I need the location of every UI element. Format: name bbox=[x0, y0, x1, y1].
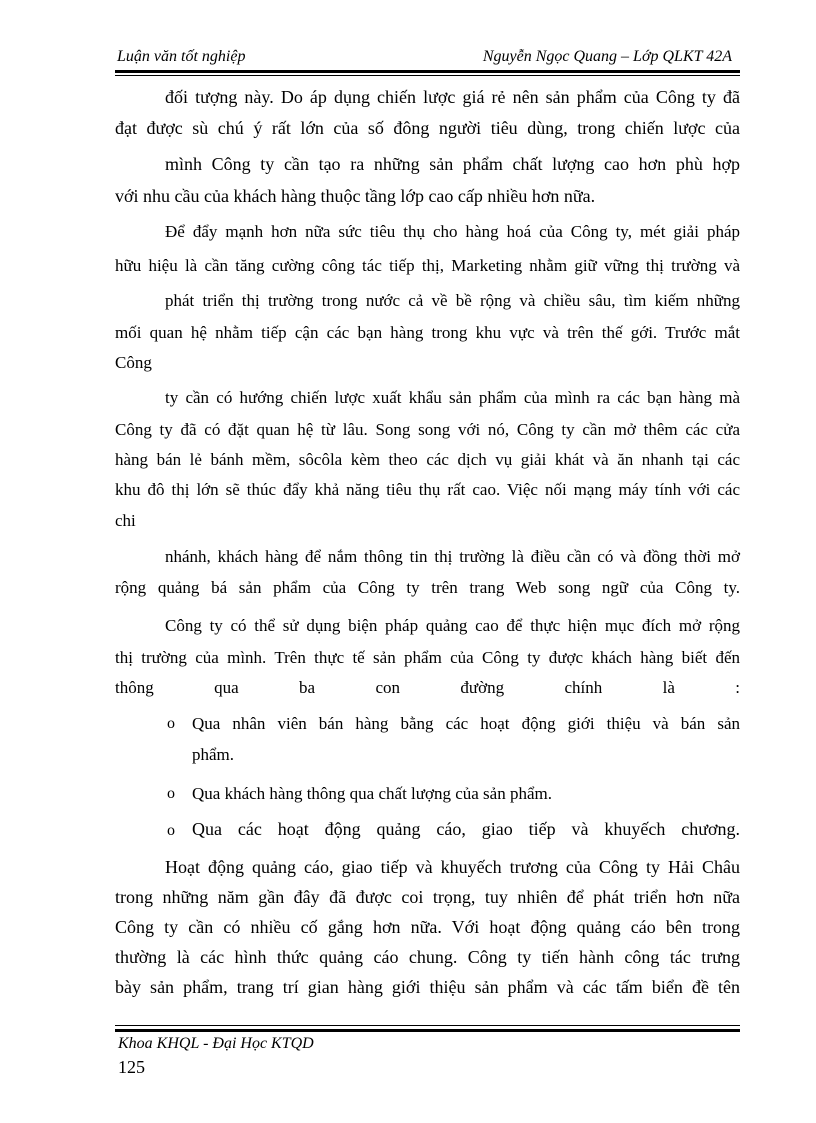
text-line: ty cần có hướng chiến lược xuất khẩu sản phẩm của mình ra các bạn hàng mà bbox=[165, 388, 740, 407]
list-item: Qua nhân viên bán hàng bằng các hoạt động giới thiệu và bán sản bbox=[192, 714, 740, 733]
text-line: Để đẩy mạnh hơn nữa sức tiêu thụ cho hàng hoá của Công ty, mét giải pháp bbox=[165, 222, 740, 241]
header-right: Nguyễn Ngọc Quang – Lớp QLKT 42A bbox=[482, 48, 732, 65]
text-line: hàng bán lẻ bánh mềm, sôcôla kèm theo các dịch vụ giải khát và ăn nhanh tại các bbox=[115, 450, 740, 469]
text-line: mình Công ty cần tạo ra những sản phẩm chất lượng cao hơn phù hợp bbox=[165, 154, 740, 174]
text-line: đối tượng này. Do áp dụng chiến lược giá rẻ nên sản phẩm của Công ty đã bbox=[165, 87, 740, 107]
footer-rule-thin bbox=[115, 1025, 740, 1026]
text-line: bày sản phẩm, trang trí gian hàng giới thiệu sản phẩm và các tấm biển đề tên bbox=[115, 977, 740, 997]
text-line: hữu hiệu là cần tăng cường công tác tiếp thị, Marketing nhằm giữ vững thị trường và bbox=[115, 256, 740, 275]
header-rule-thick bbox=[115, 70, 740, 73]
text-line: rộng quảng bá sản phẩm của Công ty trên trang Web song ngữ của Công ty. bbox=[115, 578, 740, 597]
text-line: đạt được sù chú ý rất lớn của số đông người tiêu dùng, trong chiến lược của bbox=[115, 118, 740, 138]
text-line: trong những năm gần đây đã được coi trọng, tuy nhiên để phát triển hơn nữa bbox=[115, 887, 740, 907]
text-line: khu đô thị lớn sẽ thúc đẩy khả năng tiêu thụ rất cao. Việc nối mạng máy tính với các bbox=[115, 480, 740, 499]
text-line: thị trường của mình. Trên thực tế sản phẩm của Công ty được khách hàng biết đến bbox=[115, 648, 740, 667]
text-line: phát triển thị trường trong nước cả về bề rộng và chiều sâu, tìm kiếm những bbox=[165, 291, 740, 310]
text-line: Hoạt động quảng cáo, giao tiếp và khuyếch trương của Công ty Hải Châu bbox=[165, 857, 740, 877]
header-rule-thin bbox=[115, 75, 740, 76]
text-line: thường là các hình thức quảng cáo chung. Công ty tiến hành công tác trưng bbox=[115, 947, 740, 967]
bullet-circle-icon: o bbox=[167, 785, 175, 802]
text-line: Công ty có thể sử dụng biện pháp quảng cao để thực hiện mục đích mở rộng bbox=[165, 616, 740, 635]
text-line: Công ty cần có nhiều cố gắng hơn nữa. Với hoạt động quảng cáo bên trong bbox=[115, 917, 740, 937]
text-line: Công ty đã có đặt quan hệ từ lâu. Song song với nó, Công ty cần mở thêm các cửa bbox=[115, 420, 740, 439]
page-number: 125 bbox=[118, 1057, 145, 1077]
text-line: mối quan hệ nhằm tiếp cận các bạn hàng trong khu vực và trên thế gới. Trước mắt bbox=[115, 323, 740, 342]
header-left: Luận văn tốt nghiệp bbox=[117, 48, 246, 65]
footer-text: Khoa KHQL - Đại Học KTQD bbox=[118, 1035, 314, 1052]
text-line: Công bbox=[115, 353, 152, 372]
bullet-circle-icon: o bbox=[167, 715, 175, 732]
text-line: nhánh, khách hàng để nắm thông tin thị trường là điều cần có và đồng thời mở bbox=[165, 547, 740, 566]
list-item: Qua các hoạt động quảng cáo, giao tiếp và khuyếch chương. bbox=[192, 819, 740, 839]
text-line: thông qua ba con đường chính là : bbox=[115, 678, 740, 697]
list-item-continued: phẩm. bbox=[192, 745, 235, 764]
text-line: với nhu cầu của khách hàng thuộc tầng lớp cao cấp nhiều hơn nữa. bbox=[115, 186, 596, 206]
footer-rule-thick bbox=[115, 1029, 740, 1032]
bullet-circle-icon: o bbox=[167, 822, 175, 839]
page-header bbox=[115, 48, 740, 70]
text-line: chi bbox=[115, 511, 136, 530]
list-item: Qua khách hàng thông qua chất lượng của sản phẩm. bbox=[192, 784, 552, 803]
